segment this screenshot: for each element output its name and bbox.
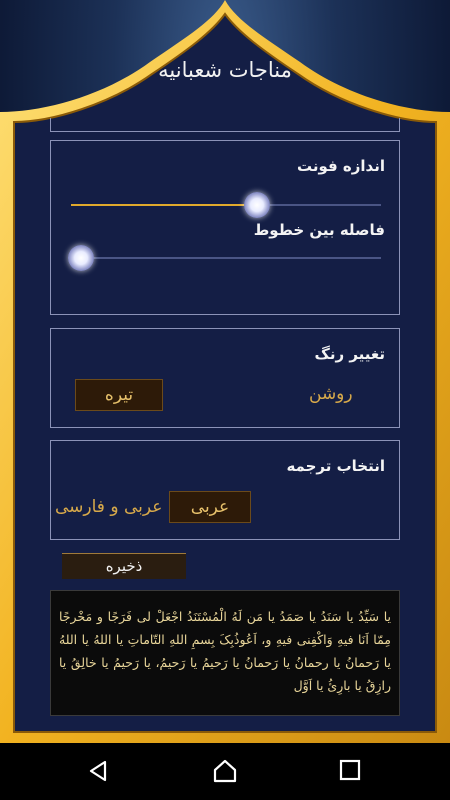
font-size-thumb[interactable] (244, 192, 270, 218)
font-settings-box (50, 140, 400, 315)
color-settings-box (50, 328, 400, 428)
arabic-persian-option[interactable]: عربی و فارسی (55, 497, 163, 517)
line-spacing-label: فاصله بین خطوط (253, 221, 385, 239)
home-icon[interactable] (212, 759, 238, 783)
line-spacing-thumb[interactable] (68, 245, 94, 271)
navigation-bar (0, 743, 450, 800)
divider (50, 118, 400, 132)
line-spacing-slider[interactable] (71, 257, 381, 259)
recents-icon[interactable] (339, 759, 361, 781)
dark-theme-button[interactable]: تیره (75, 379, 163, 411)
arabic-only-button[interactable]: عربی (169, 491, 251, 523)
translation-settings-box (50, 440, 400, 540)
font-size-label: اندازه فونت (296, 157, 385, 175)
translation-label: انتخاب ترجمه (286, 457, 385, 475)
page-title: مناجات شعبانیه (158, 58, 292, 82)
back-icon[interactable] (86, 759, 110, 783)
save-button[interactable]: ذخیره (62, 553, 186, 579)
light-theme-option[interactable]: روشن (309, 384, 353, 404)
font-size-slider[interactable] (71, 204, 381, 206)
color-label: تغییر رنگ (314, 345, 385, 363)
preview-box (50, 590, 400, 716)
preview-text: یا سَیِّدُ یا سَنَدُ یا صَمَدُ یا مَن لَهُ الْمُسْتَنَدُ اجْعَلْ لی فَرَجًا و مَخْرجًا مِمّا اَنَا فیهِ وَاکْفِنی فیهِ و، اَعُوذُبِکَ بِسمِ اللهِ التّاماتِ یا اللهُ یا اللهُ یا رَحمانُ یا رحمانُ یا رَحمانُ یا رَحیمُ یا رَحیمُ، یا رَحیمُ یا خالِقُ یا رازِقُ یا بارِئُ یا اَوَّل (59, 609, 391, 693)
